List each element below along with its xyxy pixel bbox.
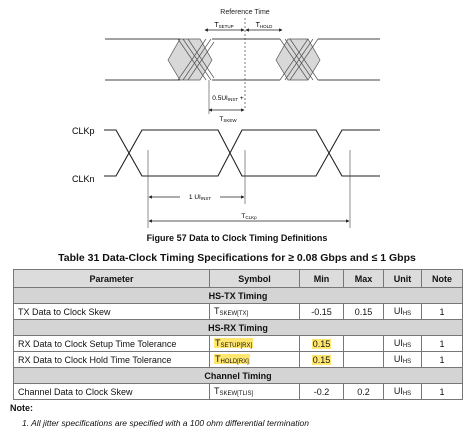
tclkp-label: TCLKp [241, 213, 257, 220]
symbol-cell: TSKEW[TLIS] [210, 384, 300, 400]
col-max: Max [344, 270, 384, 288]
min-cell: 0.15 [300, 336, 344, 352]
parameter-cell: TX Data to Clock Skew [14, 304, 210, 320]
parameter-cell: RX Data to Clock Hold Time Tolerance [14, 352, 210, 368]
skew-label-line2: TSKEW [219, 116, 237, 123]
col-symbol: Symbol [210, 270, 300, 288]
thold-label: THOLD [255, 22, 273, 29]
figure-caption: Figure 57 Data to Clock Timing Definitions [146, 233, 328, 243]
note-cell: 1 [422, 352, 463, 368]
data-waveform [105, 39, 380, 80]
reference-time-label: Reference Time [220, 9, 270, 16]
parameter-cell: Channel Data to Clock Skew [14, 384, 210, 400]
section-title: HS-TX Timing [14, 288, 463, 304]
max-cell [344, 352, 384, 368]
max-cell: 0.15 [344, 304, 384, 320]
min-cell: -0.15 [300, 304, 344, 320]
skew-label-line1: 0.5UIINST + [212, 95, 244, 102]
note-cell: 1 [422, 304, 463, 320]
table-header-row [14, 270, 463, 288]
table-row [14, 384, 463, 400]
data-eye-right [276, 39, 320, 80]
min-cell: 0.15 [300, 352, 344, 368]
table-title: Table 31 Data-Clock Timing Specifications for ≥ 0.08 Gbps and ≤ 1 Gbps [58, 252, 416, 264]
col-note: Note [422, 270, 463, 288]
unit-cell: UIHS [384, 384, 422, 400]
clkp-label: CLKp [72, 126, 95, 136]
ui-label: 1 UIINST [188, 194, 212, 201]
symbol-cell: TSKEW[TX] [210, 304, 300, 320]
unit-cell: UIHS [384, 336, 422, 352]
tsetup-label: TSETUP [214, 22, 234, 29]
note-cell: 1 [422, 336, 463, 352]
max-cell [344, 336, 384, 352]
section-title: HS-RX Timing [14, 320, 463, 336]
clkn-label: CLKn [72, 174, 95, 184]
section-row [14, 288, 463, 304]
note-heading: Note: [10, 403, 33, 413]
max-cell: 0.2 [344, 384, 384, 400]
table-row [14, 336, 463, 352]
section-row [14, 368, 463, 384]
unit-cell: UIHS [384, 304, 422, 320]
col-min: Min [300, 270, 344, 288]
parameter-cell: RX Data to Clock Setup Time Tolerance [14, 336, 210, 352]
col-parameter: Parameter [14, 270, 210, 288]
data-eye-left [168, 39, 214, 80]
unit-cell: UIHS [384, 352, 422, 368]
section-row [14, 320, 463, 336]
note-cell: 1 [422, 384, 463, 400]
timing-spec-table [13, 269, 463, 400]
symbol-cell: TSETUP[RX] [210, 336, 300, 352]
section-title: Channel Timing [14, 368, 463, 384]
col-unit: Unit [384, 270, 422, 288]
note-item: 1. All jitter specifications are specified with a 100 ohm differential termination [22, 418, 309, 428]
min-cell: -0.2 [300, 384, 344, 400]
table-row [14, 352, 463, 368]
symbol-cell: THOLD[RX] [210, 352, 300, 368]
table-row [14, 304, 463, 320]
